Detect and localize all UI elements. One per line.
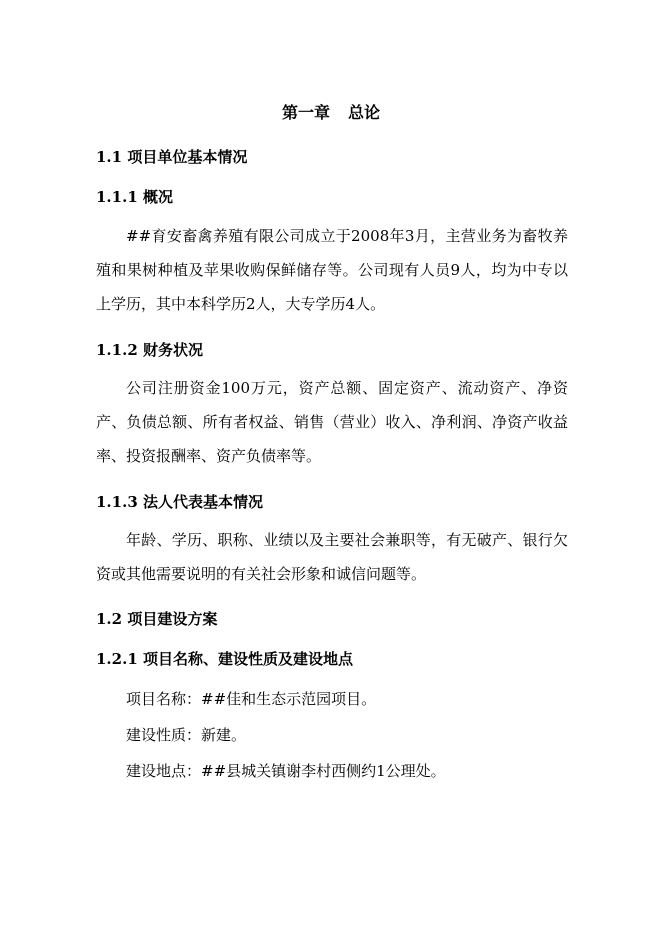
heading-1-1-3: 1.1.3 法人代表基本情况 — [96, 493, 263, 511]
paragraph-overview: ##育安畜禽养殖有限公司成立于2008年3月，主营业务为畜牧养殖和果树种植及苹果收购保鲜储存等。公司现有人员9人，均为中专以上学历，其中本科学历2人，大专学历4人。 — [96, 227, 568, 313]
project-name-line: 项目名称：##佳和生态示范园项目。 — [126, 690, 377, 708]
chapter-number: 第一章 — [281, 103, 330, 122]
project-nature-line: 建设性质：新建。 — [126, 726, 247, 744]
chapter-title — [0, 100, 662, 123]
project-location-line: 建设地点：##县城关镇谢李村西侧约1公理处。 — [126, 762, 446, 780]
heading-1-1-1: 1.1.1 概况 — [96, 188, 173, 206]
paragraph-finance: 公司注册资金100万元，资产总额、固定资产、流动资产、净资产、负债总额、所有者权益、销售（营业）收入、净利润、净资产收益率、投资报酬率、资产负债率等。 — [96, 379, 568, 465]
heading-1-2-1: 1.2.1 项目名称、建设性质及建设地点 — [96, 650, 353, 668]
chapter-name: 总论 — [348, 103, 381, 122]
heading-1-1: 1.1 项目单位基本情况 — [96, 148, 248, 166]
paragraph-legal-rep: 年龄、学历、职称、业绩以及主要社会兼职等，有无破产、银行欠资或其他需要说明的有关社会形象和诚信问题等。 — [96, 531, 568, 583]
heading-1-2: 1.2 项目建设方案 — [96, 610, 218, 628]
heading-1-1-2: 1.1.2 财务状况 — [96, 341, 203, 359]
